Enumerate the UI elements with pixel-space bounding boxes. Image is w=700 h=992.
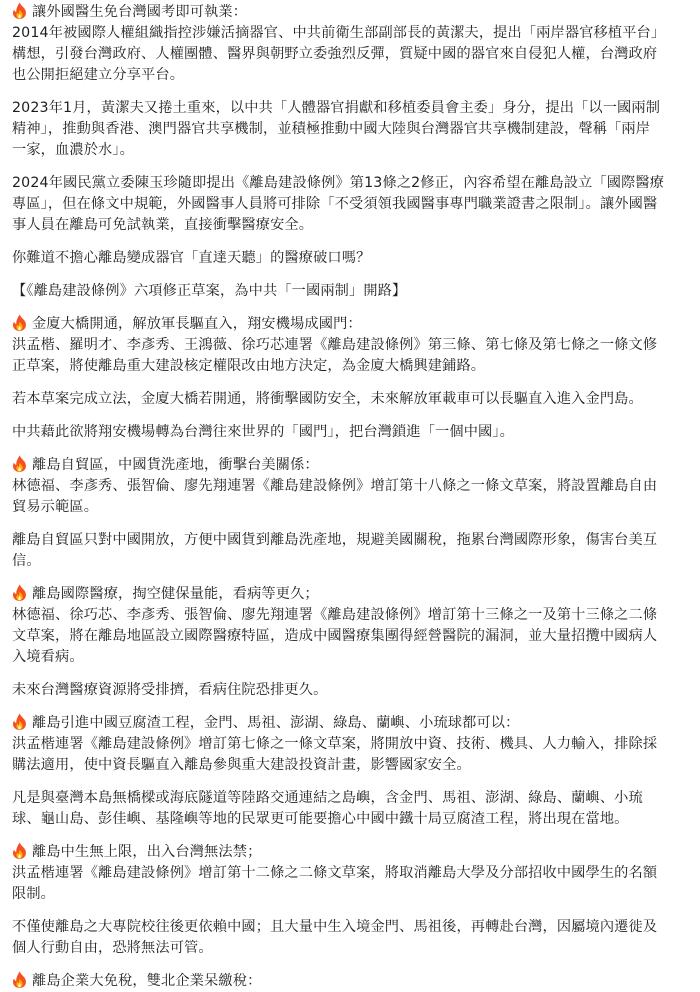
text-line: 你難道不擔心離島變成器官「直達天聽」的醫療破口嗎？	[12, 250, 371, 266]
text-line: 洪孟楷、羅明才、李彥秀、王鴻薇、徐巧芯連署《離島建設條例》第三條、第七條及第七條之一條文修	[12, 337, 658, 353]
text-line: 事人員在離島可免試執業，直接衝擊醫療安全。	[12, 217, 314, 233]
text-line: 2023年1月，黃潔夫又捲土重來，以中共「人體器官捐獻和移植委員會主委」身分，提出「以一國兩制	[12, 100, 661, 116]
section-block	[12, 713, 688, 776]
text-line: 限制。	[12, 886, 56, 902]
section-heading-text: 離島中生無上限，出入台灣無法禁；	[32, 844, 262, 860]
paragraph	[12, 248, 688, 269]
section-heading-text: 離島引進中國豆腐渣工程，金門、馬祖、澎湖、綠島、蘭嶼、小琉球都可以：	[32, 715, 520, 731]
text-line: 個人行動自由，恐將無法可管。	[12, 940, 213, 956]
text-line: 入境看病。	[12, 649, 84, 665]
paragraph	[12, 173, 688, 236]
text-line: 林德福、徐巧芯、李彥秀、張智倫、廖先翔連署《離島建設條例》增訂第十三條之一及第十三條之二條	[12, 607, 658, 623]
section-heading-text: 金廈大橋開通，解放軍長驅直入，翔安機場成國門：	[32, 316, 362, 332]
text-line: 2024年國民黨立委陳玉珍隨即提出《離島建設條例》第13條之2修正，內容希望在離島設立「國際醫療	[12, 175, 665, 191]
section-heading-text: 讓外國醫生免台灣國考即可執業：	[32, 4, 248, 20]
section-block	[12, 314, 688, 377]
fire-icon	[12, 971, 27, 988]
text-line: 專區」，但在條文中規範，外國醫事人員將可排除「不受須領我國醫事專門職業證書之限制」。讓外國醫	[12, 196, 658, 212]
text-line: 不僅使離島之大專院校往後更依賴中國；且大量中生入境金門、馬祖後，再轉赴台灣，因屬境內遷徙及	[12, 919, 658, 935]
section-block	[12, 455, 688, 518]
paragraph	[12, 680, 688, 701]
section-heading-text: 離島自貿區，中國貨洗產地，衝擊台美關係：	[32, 457, 319, 473]
section-heading-text: 離島國際醫療，掏空健保量能，看病等更久；	[32, 586, 319, 602]
text-line: 球、龜山島、彭佳嶼、基隆嶼等地的民眾更可能要擔心中國中鐵十局豆腐渣工程，將出現在當地。	[12, 811, 629, 827]
paragraph	[12, 788, 688, 830]
text-line: 林德福、李彥秀、張智倫、廖先翔連署《離島建設條例》增訂第十八條之一條文草案，將設置離島自由	[12, 478, 658, 494]
section-block	[12, 842, 688, 905]
fire-icon	[12, 842, 27, 859]
fire-icon	[12, 455, 27, 472]
text-line: 一家，血濃於水」。	[12, 142, 134, 158]
text-line: 中共藉此欲將翔安機場轉為台灣往來世界的「國門」，把台灣鎖進「一個中國」。	[12, 424, 514, 440]
text-line: 正草案，將使離島重大建設核定權限改由地方決定，為金廈大橋興建鋪路。	[12, 358, 486, 374]
text-line: 【《離島建設條例》六項修正草案，為中共「一國兩制」開路】	[12, 283, 407, 299]
section-heading	[12, 971, 688, 992]
text-line: 精神」，推動與香港、澳門器官共享機制，並積極推動中國大陸與台灣器官共享機制建設，聲稱「兩岸	[12, 121, 651, 137]
text-line: 也公開拒絕建立分享平台。	[12, 67, 185, 83]
section-heading	[12, 713, 688, 734]
text-line: 若本草案完成立法，金廈大橋若開通，將衝擊國防安全，未來解放軍載車可以長驅直入進入金門島。	[12, 391, 643, 407]
text-line: 凡是與臺灣本島無橋樑或海底隧道等陸路交通連結之島嶼，含金門、馬祖、澎湖、綠島、蘭嶼、小琉	[12, 790, 643, 806]
section-heading	[12, 455, 688, 476]
section-heading	[12, 2, 688, 23]
section-heading-text: 離島企業大免稅，雙北企業呆繳稅：	[32, 973, 262, 989]
fire-icon	[12, 584, 27, 601]
fire-icon	[12, 314, 27, 331]
text-line: 洪孟楷連署《離島建設條例》增訂第七條之一條文草案，將開放中資、技術、機具、人力輸入，排除採	[12, 736, 658, 752]
text-line: 未來台灣醫療資源將受排擠，看病住院恐排更久。	[12, 682, 328, 698]
text-line: 貿易示範區。	[12, 499, 99, 515]
paragraph	[12, 917, 688, 959]
text-line: 離島自貿區只對中國開放，方便中國貨到離島洗產地，規避美國關稅，拖累台灣國際形象，傷害台美互	[12, 532, 658, 548]
paragraph	[12, 98, 688, 161]
fire-icon	[12, 713, 27, 730]
paragraph	[12, 389, 688, 410]
paragraph	[12, 422, 688, 443]
section-block	[12, 971, 688, 992]
text-line: 洪孟楷連署《離島建設條例》增訂第十二條之二條文草案，將取消離島大學及分部招收中國學生的名額	[12, 865, 658, 881]
text-line: 2014年被國際人權組織指控涉嫌活摘器官、中共前衛生部副部長的黃潔夫，提出「兩岸器官移植平台」	[12, 25, 666, 41]
text-line: 文草案，將在離島地區設立國際醫療特區，造成中國醫療集團得經營醫院的漏洞，並大量招攬中國病人	[12, 628, 658, 644]
section-heading	[12, 842, 688, 863]
section-block	[12, 584, 688, 668]
text-line: 購法適用，使中資長驅直入離島參與重大建設投資計畫，影響國家安全。	[12, 757, 471, 773]
section-heading	[12, 584, 688, 605]
text-line: 信。	[12, 553, 41, 569]
text-line: 構想，引發台灣政府、人權團體、醫界與朝野立委強烈反彈，質疑中國的器官來自侵犯人權，台灣政府	[12, 46, 658, 62]
section-heading	[12, 314, 688, 335]
paragraph	[12, 281, 688, 302]
section-block	[12, 2, 688, 86]
fire-icon	[12, 2, 27, 19]
paragraph	[12, 530, 688, 572]
